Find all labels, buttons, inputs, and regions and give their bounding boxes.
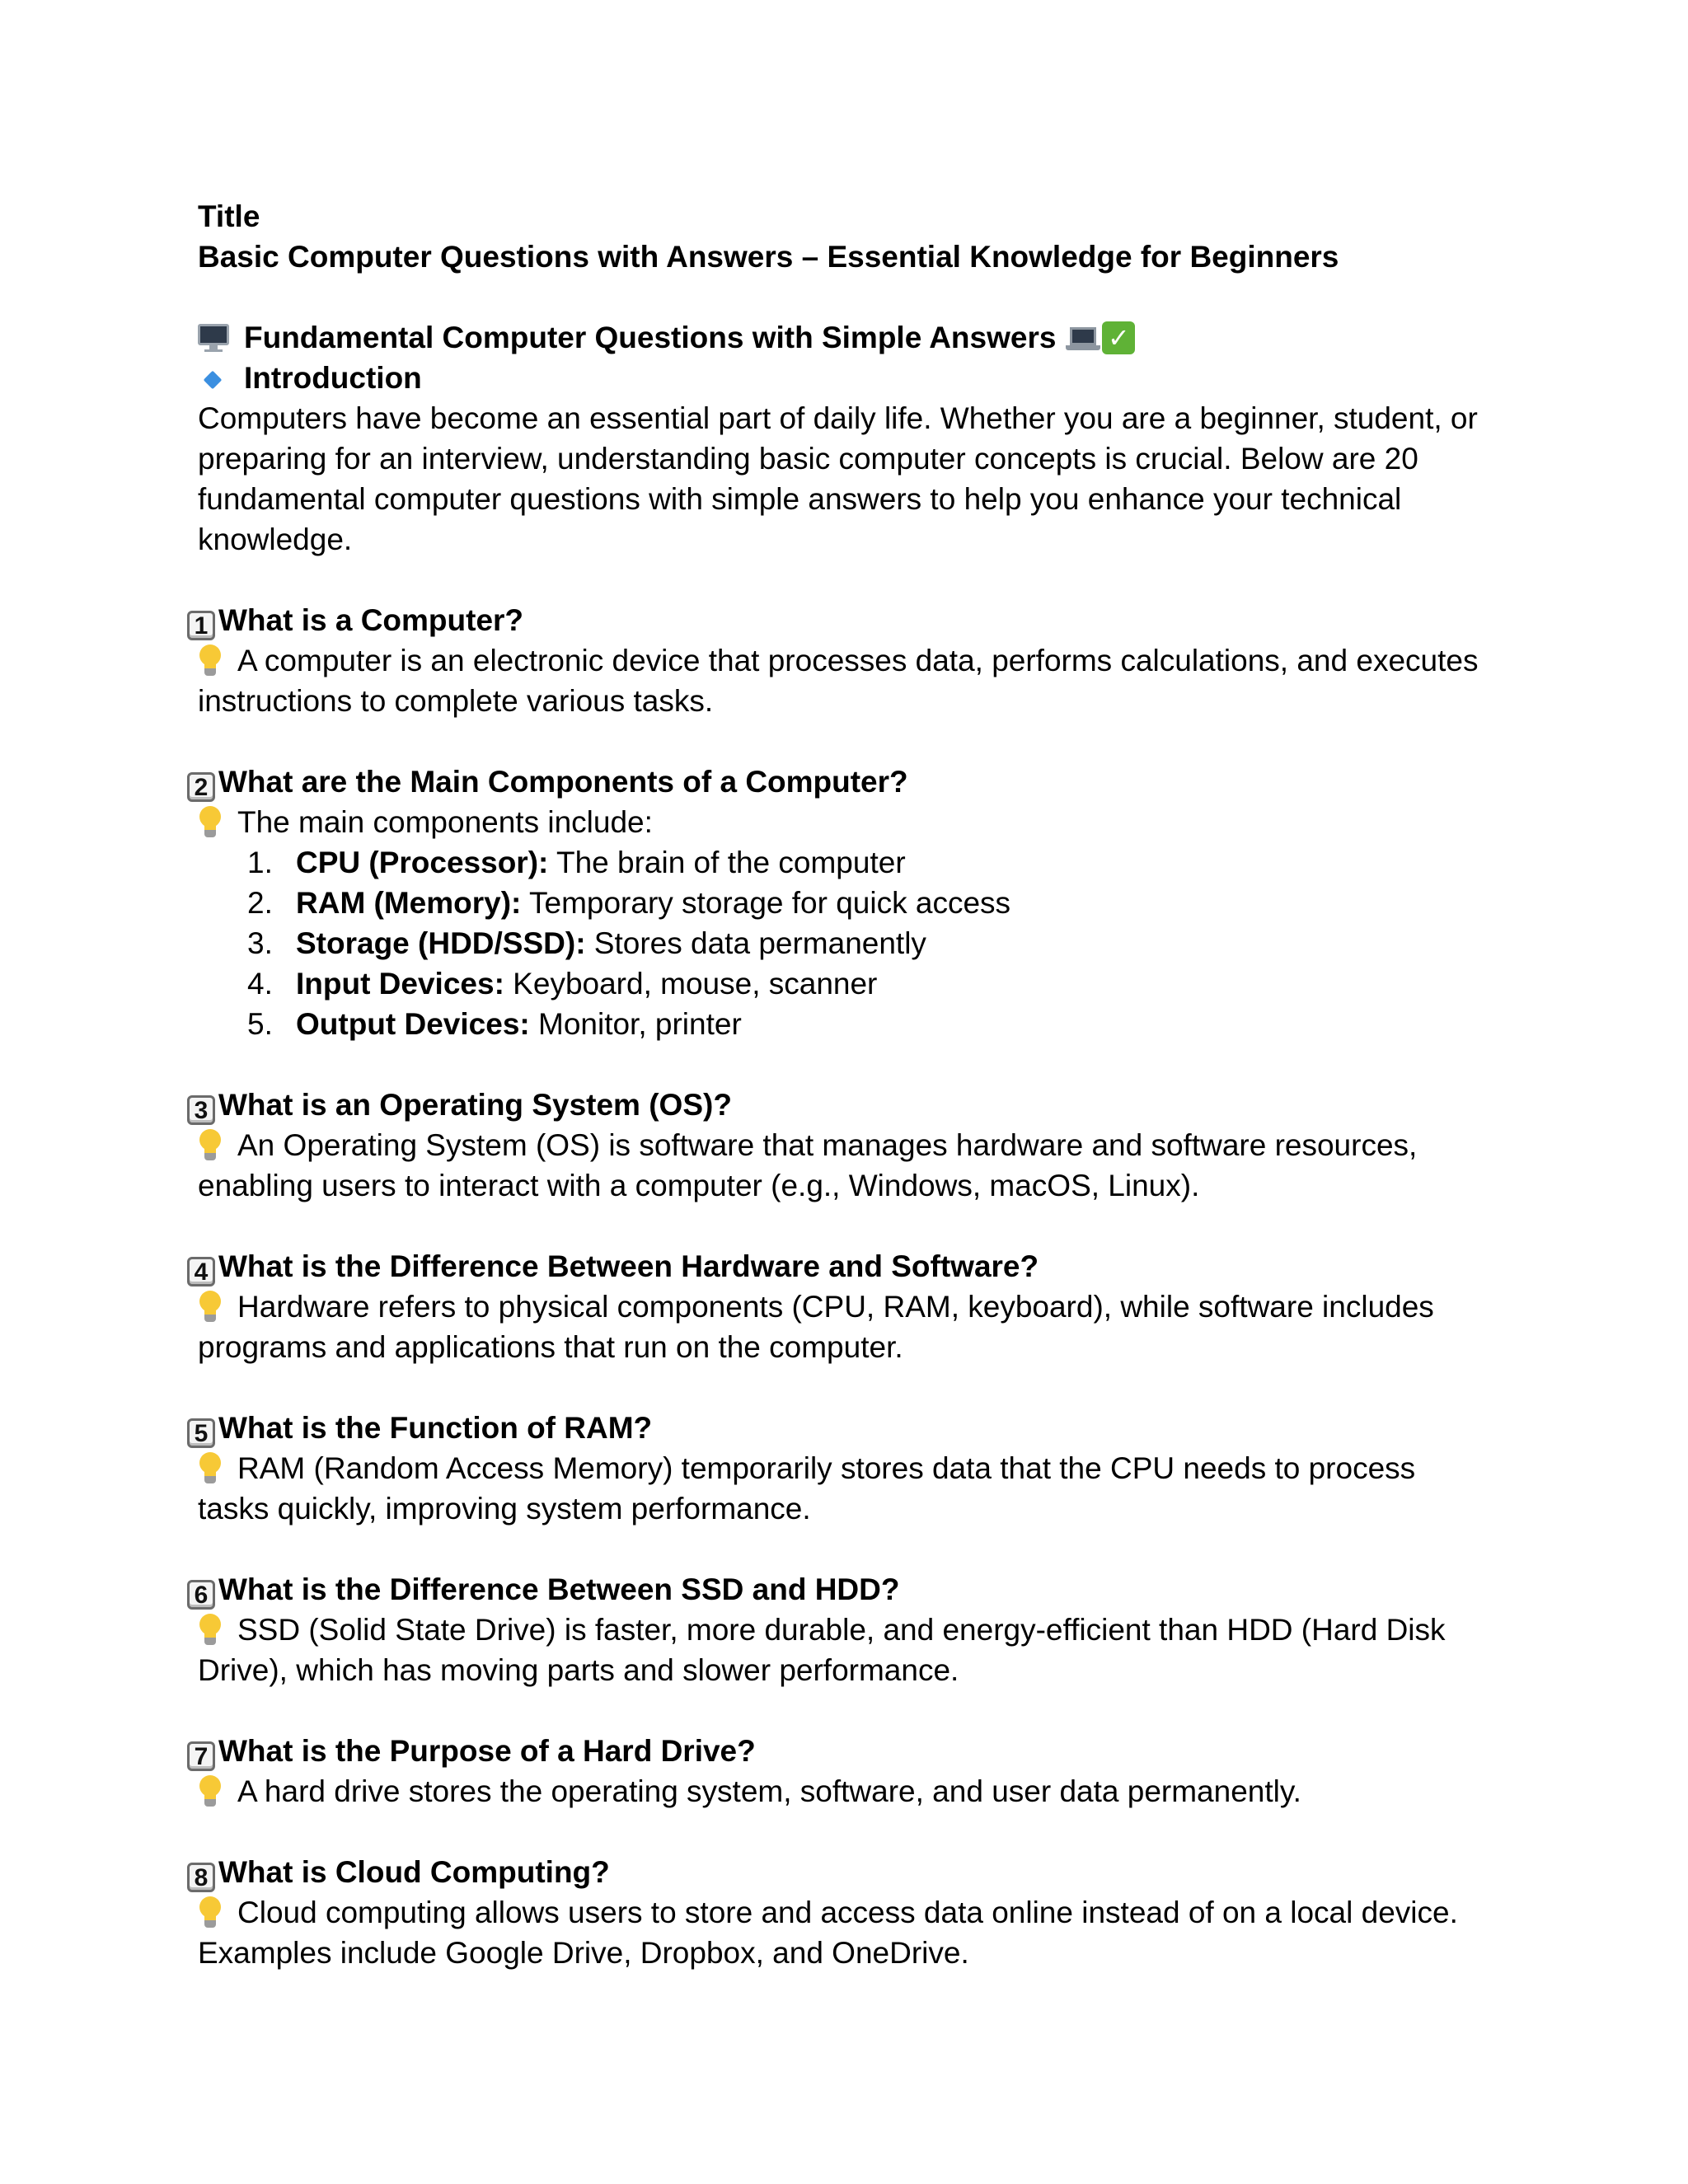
laptop-icon xyxy=(1066,324,1100,352)
question-block-1 xyxy=(194,600,1517,721)
check-mark-icon: ✓ xyxy=(1102,321,1135,354)
question-heading: 3 What is an Operating System (OS)? xyxy=(187,1085,1517,1125)
question-block-6 xyxy=(194,1569,1517,1690)
answer-line: The main components include: xyxy=(198,802,1517,842)
keycap-number-icon: 7 xyxy=(187,1741,215,1771)
section-heading xyxy=(198,317,1517,358)
question-block-3 xyxy=(194,1085,1517,1206)
components-list xyxy=(198,842,1517,1044)
light-bulb-icon xyxy=(198,1452,223,1483)
question-heading: 2 What are the Main Components of a Computer? xyxy=(187,762,1517,802)
answer-line: tasks quickly, improving system performance. xyxy=(198,1492,811,1526)
blue-diamond-icon xyxy=(198,368,229,392)
answer-line: Hardware refers to physical components (CPU, RAM, keyboard), while software includes xyxy=(198,1286,1517,1327)
list-item: 1. CPU (Processor): The brain of the computer xyxy=(247,846,906,879)
keycap-number-icon: 2 xyxy=(187,772,215,802)
list-item: 4. Input Devices: Keyboard, mouse, scanner xyxy=(247,967,878,1001)
keycap-number-icon: 3 xyxy=(187,1095,215,1125)
question-block-7 xyxy=(194,1731,1517,1811)
keycap-number-icon: 8 xyxy=(187,1863,215,1892)
answer-line: Drive), which has moving parts and slower performance. xyxy=(198,1653,959,1687)
question-block-2 xyxy=(194,762,1517,1044)
answer-line: Examples include Google Drive, Dropbox, and OneDrive. xyxy=(198,1936,969,1970)
keycap-number-icon: 4 xyxy=(187,1257,215,1286)
answer-line: Cloud computing allows users to store and access data online instead of on a local device. xyxy=(198,1892,1517,1933)
desktop-computer-icon xyxy=(198,324,229,352)
question-heading: 7 What is the Purpose of a Hard Drive? xyxy=(187,1731,1517,1771)
title-label: Title xyxy=(198,199,260,233)
intro-paragraph: Computers have become an essential part of daily life. Whether you are a beginner, student, or preparing for an interview, understanding basic computer concepts is crucial. Below are 20 fundamental computer questions with simple answers to help you enhance your technical knowledge. xyxy=(198,401,1478,556)
list-item: 3. Storage (HDD/SSD): Stores data permanently xyxy=(247,926,926,960)
answer-line: enabling users to interact with a computer (e.g., Windows, macOS, Linux). xyxy=(198,1169,1200,1202)
answer-line: An Operating System (OS) is software that manages hardware and software resources, xyxy=(198,1125,1517,1165)
document-page xyxy=(194,196,1517,1973)
keycap-number-icon: 5 xyxy=(187,1418,215,1448)
answer-line: A computer is an electronic device that processes data, performs calculations, and executes xyxy=(198,640,1517,681)
document-title: Basic Computer Questions with Answers – Essential Knowledge for Beginners xyxy=(198,240,1339,274)
question-heading: 5 What is the Function of RAM? xyxy=(187,1408,1517,1448)
light-bulb-icon xyxy=(198,1775,223,1807)
answer-line: RAM (Random Access Memory) temporarily stores data that the CPU needs to process xyxy=(198,1448,1517,1488)
answer-line: instructions to complete various tasks. xyxy=(198,684,714,718)
answer-line: A hard drive stores the operating system, software, and user data permanently. xyxy=(198,1771,1517,1811)
question-heading: 1 What is a Computer? xyxy=(187,600,1517,640)
spacer xyxy=(198,277,1517,317)
section-heading-text: Fundamental Computer Questions with Simple Answers xyxy=(244,321,1057,354)
light-bulb-icon xyxy=(198,1129,223,1160)
keycap-number-icon: 1 xyxy=(187,611,215,640)
question-block-8 xyxy=(194,1852,1517,1973)
intro-heading: Introduction xyxy=(198,358,1517,398)
light-bulb-icon xyxy=(198,1291,223,1322)
question-block-4 xyxy=(194,1246,1517,1367)
answer-line: programs and applications that run on the computer. xyxy=(198,1330,903,1364)
question-block-5 xyxy=(194,1408,1517,1529)
question-heading: 4 What is the Difference Between Hardware and Software? xyxy=(187,1246,1517,1286)
light-bulb-icon xyxy=(198,1614,223,1645)
light-bulb-icon xyxy=(198,644,223,676)
light-bulb-icon xyxy=(198,1896,223,1928)
keycap-number-icon: 6 xyxy=(187,1580,215,1610)
list-item: 2. RAM (Memory): Temporary storage for quick access xyxy=(247,886,1011,920)
light-bulb-icon xyxy=(198,806,223,837)
question-heading: 6 What is the Difference Between SSD and HDD? xyxy=(187,1569,1517,1610)
answer-line: SSD (Solid State Drive) is faster, more durable, and energy-efficient than HDD (Hard Disk xyxy=(198,1610,1517,1650)
question-heading: 8 What is Cloud Computing? xyxy=(187,1852,1517,1892)
list-item: 5. Output Devices: Monitor, printer xyxy=(247,1007,742,1041)
